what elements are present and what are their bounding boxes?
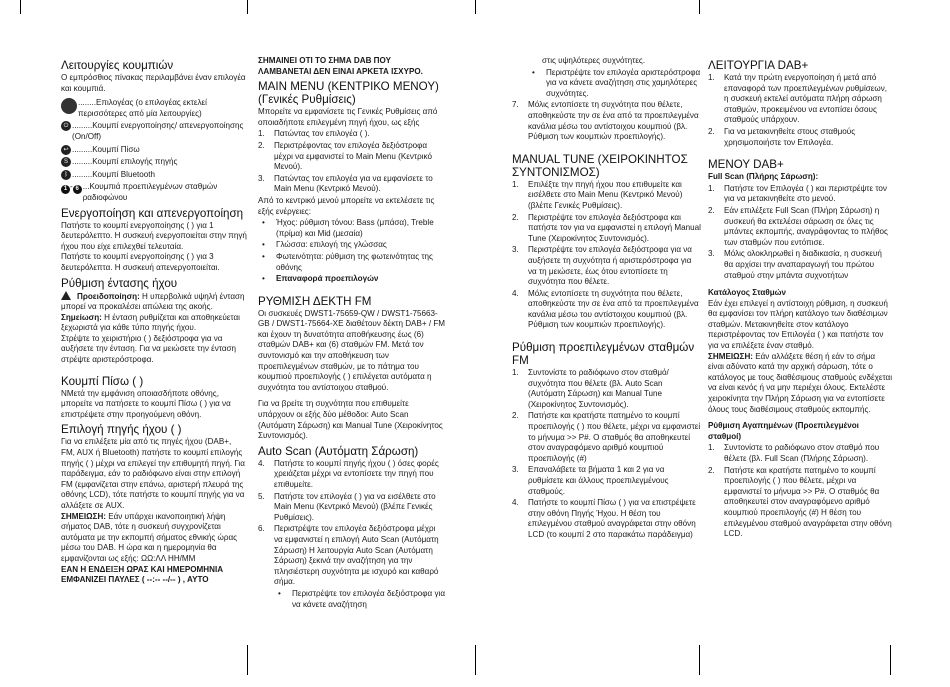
auto-sub-bullet-2: Περιστρέψτε τον επιλογέα αριστερόστροφα για να κάνετε αναζήτηση στις χαμηλότερες συχνότητες.	[546, 67, 701, 98]
column-1	[61, 56, 247, 586]
heading-back: Κουμπί Πίσω ( )	[61, 374, 144, 388]
caps-warning: ΕΑΝ Η ΕΝΔΕΙΞΗ ΩΡΑΣ ΚΑΙ ΗΜΕΡΟΜΗΝΙΑ ΕΜΦΑΝΙΖΕΙ ΠΑΥΛΕΣ ( --:-- --/-- ) , ΑΥΤΟ	[61, 564, 224, 585]
crop-mark	[699, 645, 700, 675]
heading-main-menu: MAIN MENU (ΚΕΝΤΡΙΚΟ ΜΕΝΟΥ) (Γενικές Ρυθμίσεις)	[258, 80, 439, 107]
note-label: Σημείωση:	[61, 312, 102, 322]
item-source: .........Κουμπί επιλογής πηγής	[72, 157, 178, 167]
crop-mark	[475, 0, 476, 14]
heading-manual-tune: MANUAL TUNE (ΧΕΙΡΟΚΙΝΗΤΟΣ ΣΥΝΤΟΝΙΣΜΟΣ)	[512, 152, 688, 179]
bluetooth-icon: ᛒ	[61, 170, 71, 180]
fm-text: Οι συσκευές DWST1-75659-QW / DWST1-75663-GB / DWST1-75664-XE διαθέτουν δέκτη DAB+ / FM και έχουν τη δυνατότητα αποθήκευσης έως (6) σταθμών DAB+ και (6) σταθμών FM. Μετά τον συντονισμό και την αποθήκευση των προεπιλεγμένων σταθμών, με το πάτημα του κουμπιού προεπιλογής ( ) επιλέγεται αυτόματα η συχνότητα του αντίστοιχου σταθμού.	[258, 308, 446, 392]
scan-step: Πατήστε τον Επιλογέα ( ) και περιστρέψτε τον για να μετακινηθείτε στο μενού.	[724, 183, 887, 204]
heading-favorites: Ρύθμιση Αγαπημένων (Προεπιλεγμένοι σταθμοί)	[708, 421, 859, 441]
power-icon: ⏻	[61, 121, 71, 131]
heading-dab-menu: ΜΕΝΟΥ DAB+	[708, 158, 784, 172]
column-3: στις υψηλότερες συχνότητες. • Περιστρέψτε τον επιλογέα αριστερόστροφα για να κάνετε αναζήτηση στις χαμηλότερες συχνότητες. 7. Μόλις εντοπίσετε τη συχνότητα που θέλετε, αποθηκεύστε την σε ένα από τα προεπιλεγμένα κανάλια μέσω του αντίστοιχου κουμπιού (βλ. Ρύθμιση των κουμπιών προεπιλογής). MANUAL TUNE (ΧΕΙΡΟΚΙΝΗΤΟΣ ΣΥΝΤΟΝΙΣΜΟΣ) 1. Επιλέξτε την πηγή ήχου που επιθυμείτε και εισέλθετε στο Main Menu (Κεντρικό Μενού) (βλέπε Γενικές Ρυθμίσεις). 2. Περιστρέψτε τον επιλογέα δεξιόστροφα και πατήστε τον για να εμφανιστεί η επιλογή Manual Tune (Χειροκίνητος Συντονισμός). 3. Περιστρέψτε τον επιλογέα δεξιόστροφα για να αυξήσετε τη συχνότητα ή αριστερόστροφα για να τη μειώσετε, έως ότου εντοπίσετε τη συχνότητα που θέλετε. 4. Μόλις εντοπίσετε τη συχνότητα που θέλετε, αποθηκεύστε την σε ένα από τα προεπιλεγμένα κανάλια μέσω του αντίστοιχου κουμπιού (βλ. Ρύθμιση των κουμπιών προεπιλογής). Ρύθμιση προεπιλεγμένων σταθμών FM 1. Συντονίστε το ραδιόφωνο στον σταθμό/ συχνότητα που θέλετε (βλ. Auto Scan (Αυτόματη Σάρωση) και Manual Tune (Χειροκίνητος Συντονισμός). 2. Πατήστε και κρατήστε πατημένο το κουμπί προεπιλογής ( ) που θέλετε, μέχρι να εμφανιστεί το μήνυμα >> P#. Ο σταθμός θα αποθηκευτεί στον αναγραφόμενο αριθμό κουμπιού προεπιλογής (#) 3. Επαναλάβετε τα βήματα 1 και 2 για να ρυθμίσετε και άλλους προεπιλεγμένους σταθμούς. 4. Πατήστε το κουμπί Πίσω ( ) για να επιστρέψετε στην οθόνη Πηγής Ήχου. Η θέση του επιλεγμένου σταθμού αναγράφεται στην οθόνη LCD (το κουμπί 2 στο παρακάτω παράδειγμα)	[512, 56, 701, 539]
power-on-text: Πατήστε το κουμπί ενεργοποίησης ( ) για 1 δευτερόλεπτο. Η συσκευή ενεργοποιείται στην πηγή ήχου που είχε επιλεχθεί τελευταία.	[61, 220, 247, 251]
dab-step: Για να μετακινηθείτε στους σταθμούς χρησιμοποιήστε τον Επιλογέα.	[724, 126, 856, 147]
auto-step: Πατήστε το κουμπί πηγής ήχου ( ) όσες φορές χρειάζεται μέχρι να εντοπίσετε την πηγή που επιθυμείτε.	[274, 458, 439, 489]
methods-text: Για να βρείτε τη συχνότητα που επιθυμείτε υπάρχουν οι εξής δύο μέθοδοι: Auto Scan (Αυτόματη Σάρωση) και Manual Tune (Χειροκίνητος Συντονισμός).	[258, 399, 443, 441]
dab-step: Κατά την πρώτη ενεργοποίηση ή μετά από επαναφορά των προεπιλεγμένων ρυθμίσεων, η συσκευή εκτελεί αυτόματα πλήρη σάρωση σταθμών, προκειμένου να εντοπίσει όσους σταθμούς υπάρχουν.	[724, 73, 887, 125]
catalog-text: Εάν έχει επιλεγεί η αντίστοιχη ρύθμιση, η συσκευή θα εμφανίσει τον πλήρη κατάλογο των διαθέσιμων σταθμών. Μετακινηθείτε στον κατάλογο περιστρέφοντας τον Επιλογέα ( ) και πατήστε τον για να επιλέξετε έναν σταθμό.	[708, 298, 888, 351]
auto-cont: στις υψηλότερες συχνότητες.	[542, 56, 646, 65]
fav-step: Συντονίστε το ραδιόφωνο στον σταθμό που θέλετε (βλ. Full Scan (Πλήρης Σάρωση).	[724, 443, 880, 463]
heading-preset-fm: Ρύθμιση προεπιλεγμένων σταθμών FM	[512, 341, 695, 368]
auto-sub-bullet: Περιστρέψτε τον επιλογέα δεξιόστροφα για να κάνετε αναζήτηση	[292, 588, 445, 609]
heading-dab: ΛΕΙΤΟΥΡΓΙΑ DAB+	[708, 59, 809, 72]
catalog-note-text: Εάν αλλάξετε θέση ή εάν το σήμα είναι αδύνατο κατά την αρχική σάρωση, τότε ο κατάλογος με τους διαθέσιμους σταθμούς ενδέχεται να είναι κενός ή να μην περιέχει όλους. Εκτελέστε χειροκίνητα την Πλήρη Σάρωση για να εντοπίσετε όλους τους διαθέσιμους σταθμούς εκπομπής.	[708, 351, 893, 414]
crop-mark	[247, 0, 248, 14]
menu-bullet: Φωτεινότητα: ρύθμιση της φωτεινότητας της οθόνης	[276, 251, 433, 272]
preset-1-6-icon: 1 - 6	[61, 182, 82, 194]
heading-catalog: Κατάλογος Σταθμών	[708, 288, 786, 298]
caps-warning-cont: ΣΗΜΑΙΝΕΙ ΟΤΙ ΤΟ ΣΗΜΑ DAB ΠΟΥ ΛΑΜΒΑΝΕΤΑΙ ΔΕΝ ΕΙΝΑΙ ΑΡΚΕΤΑ ΙΣΧΥΡΟ.	[258, 56, 423, 76]
manual-step: Περιστρέψτε τον επιλογέα δεξιόστροφα για να αυξήσετε τη συχνότητα ή αριστερόστροφα για να τη μειώσετε, έως ότου εντοπίσετε τη συχνότητα που θέλετε.	[528, 245, 692, 287]
heading-fm: ΡΥΘΜΙΣΗ ΔΕΚΤΗ FM	[258, 294, 372, 308]
menu-step: Περιστρέφοντας τον επιλογέα δεξιόστροφα μέχρι να εμφανιστεί το Main Menu (Κεντρικό Μενού).	[274, 140, 432, 172]
column-2: ΣΗΜΑΙΝΕΙ ΟΤΙ ΤΟ ΣΗΜΑ DAB ΠΟΥ ΛΑΜΒΑΝΕΤΑΙ ΔΕΝ ΕΙΝΑΙ ΑΡΚΕΤΑ ΙΣΧΥΡΟ. MAIN MENU (ΚΕΝΤΡΙΚΟ ΜΕΝΟΥ) (Γενικές Ρυθμίσεις) Μπορείτε να εμφανίσετε τις Γενικές Ρυθμίσεις από οποιαδήποτε επιλεγμένη πηγή ήχου, ως εξής 1. Πατώντας τον επιλογέα ( ). 2. Περιστρέφοντας τον επιλογέα δεξιόστροφα μέχρι να εμφανιστεί το Main Menu (Κεντρικό Μενού). 3. Πατώντας τον επιλογέα για να εμφανίσετε το Main Menu (Κεντρικό Μενού). Από το κεντρικό μενού μπορείτε να εκτελέσετε τις εξής ενέργειες: • Ήχος: ρύθμιση τόνου: Bass (μπάσα), Treble (πρίμα) και Mid (μεσαία) • Γλώσσα: επιλογή της γλώσσας • Φωτεινότητα: ρύθμιση της φωτεινότητας της οθόνης • Επαναφορά προεπιλογών ΡΥΘΜΙΣΗ ΔΕΚΤΗ FM Οι συσκευές DWST1-75659-QW / DWST1-75663-GB / DWST1-75664-XE διαθέτουν δέκτη DAB+ / FM και έχουν τη δυνατότητα αποθήκευσης έως (6) σταθμών DAB+ και (6) σταθμών FM. Μετά τον συντονισμό και την αποθήκευση των προεπιλεγμένων σταθμών, με το πάτημα του κουμπιού προεπιλογής ( ) επιλέγεται αυτόματα η συχνότητα του αντίστοιχου σταθμού. Για να βρείτε τη συχνότητα που επιθυμείτε υπάρχουν οι εξής δύο μέθοδοι: Auto Scan (Αυτόματη Σάρωση) και Manual Tune (Χειροκίνητος Συντονισμός). Auto Scan (Αυτόματη Σάρωση) 4. Πατήστε το κουμπί πηγής ήχου ( ) όσες φορές χρειάζεται μέχρι να εντοπίσετε την πηγή που επιθυμείτε. 5. Πατήστε τον επιλογέα ( ) για να εισέλθετε στο Main Menu (Κεντρικό Μενού) (βλέπε Γενικές Ρυθμίσεις). 6. Περιστρέψτε τον επιλογέα δεξιόστροφα μέχρι να εμφανιστεί η επιλογή Auto Scan (Αυτόματη Σάρωση) Η λειτουργία Auto Scan (Αυτόματη Σάρωση) ξεκινά την αναζήτηση για την πλησιέστερη συχνότητα με ισχυρό και καθαρό σήμα. • Περιστρέψτε τον επιλογέα δεξιόστροφα για να κάνετε αναζήτηση	[258, 56, 446, 609]
menu-bullet: Ήχος: ρύθμιση τόνου: Bass (μπάσα), Treble (πρίμα) και Mid (μεσαία)	[276, 218, 434, 238]
menu-step: Πατώντας τον επιλογέα για να εμφανίσετε το Main Menu (Κεντρικό Μενού).	[274, 173, 433, 194]
item-presets: ...Κουμπιά προεπιλεγμένων σταθμών ραδιοφώνου	[82, 182, 218, 202]
source-text: Για να επιλέξετε μία από τις πηγές ήχου (DAB+, FM, AUX ή Bluetooth) πατήστε το κουμπί επιλογής πηγής ( ) μέχρι να επιλεγεί την επιθυμητή πηγή. Για παράδειγμα, εάν το ραδιόφωνο είναι στην επιλογή FM (εμφανίζεται στην επάνω, αριστερή πλευρά της οθόνης LCD), τότε πατήστε το κουμπί πηγής για να αλλάξετε σε AUX.	[61, 437, 245, 510]
note-text: Η ένταση ρυθμίζεται και αποθηκεύεται ξεχωριστά για κάθε τύπο πηγής ήχου.	[61, 312, 240, 333]
column-4: ΛΕΙΤΟΥΡΓΙΑ DAB+ 1. Κατά την πρώτη ενεργοποίηση ή μετά από επαναφορά των προεπιλεγμένων ρυθμίσεων, η συσκευή εκτελεί αυτόματα πλήρη σάρωση σταθμών, προκειμένου να εντοπίσει όσους σταθμούς υπάρχουν. 2. Για να μετακινηθείτε στους σταθμούς χρησιμοποιήστε τον Επιλογέα. ΜΕΝΟΥ DAB+ Full Scan (Πλήρης Σάρωση): 1. Πατήστε τον Επιλογέα ( ) και περιστρέψτε τον για να μετακινηθείτε στο μενού. 2. Εάν επιλέξετε Full Scan (Πλήρη Σάρωση) η συσκευή θα εκτελέσει σάρωση σε όλες τις μπάντες εκπομπής, αναγράφοντας το πλήθος των σταθμών που εντόπισε. 3. Μόλις ολοκληρωθεί η διαδικασία, η συσκευή θα αρχίσει την αναπαραγωγή του πρώτου σταθμού στην μπάντα συχνοτήτων Κατάλογος Σταθμών Εάν έχει επιλεγεί η αντίστοιχη ρύθμιση, η συσκευή θα εμφανίσει τον πλήρη κατάλογο των διαθέσιμων σταθμών. Μετακινηθείτε στον κατάλογο περιστρέφοντας τον Επιλογέα ( ) και πατήστε τον για να επιλέξετε έναν σταθμό. ΣΗΜΕΙΩΣΗ: Εάν αλλάξετε θέση ή εάν το σήμα είναι αδύνατο κατά την αρχική σάρωση, τότε ο κατάλογος με τους διαθέσιμους σταθμούς ενδέχεται να είναι κενός ή να μην περιέχει όλους. Εκτελέστε χειροκίνητα την Πλήρη Σάρωση για να εντοπίσετε όλους τους διαθέσιμους σταθμούς εκπομπής. Ρύθμιση Αγαπημένων (Προεπιλεγμένοι σταθμοί) 1. Συντονίστε το ραδιόφωνο στον σταθμό που θέλετε (βλ. Full Scan (Πλήρης Σάρωση). 2. Πατήστε και κρατήστε πατημένο το κουμπί προεπιλογής ( ) που θέλετε, μέχρι να εμφανιστεί το μήνυμα >> P#. Ο σταθμός θα αποθηκευτεί στον αναγραφόμενο αριθμό κουμπιού προεπιλογής (#) Η θέση του επιλεγμένου σταθμού αναγράφεται στην οθόνη LCD.	[708, 59, 893, 539]
preset-step: Επαναλάβετε τα βήματα 1 και 2 για να ρυθμίσετε και άλλους προεπιλεγμένους σταθμούς.	[528, 465, 669, 496]
menu-from-text: Από το κεντρικό μενού μπορείτε να εκτελέσετε τις εξής ενέργειες:	[258, 195, 435, 216]
back-text: ΝΜετά την εμφάνιση οποιασδήποτε οθόνης, μπορείτε να πατήσετε το κουμπί Πίσω ( ) για να επιστρέψετε στην προηγούμενη οθόνη.	[61, 388, 231, 419]
heading-power: Ενεργοποίηση και απενεργοποίηση	[61, 206, 244, 220]
item-selector: ........Επιλογέας (ο επιλογέας εκτελεί περισσότερες από μία λειτουργίες)	[78, 98, 207, 118]
manual-step: Μόλις εντοπίσετε τη συχνότητα που θέλετε, αποθηκεύστε την σε ένα από τα προεπιλεγμένα κανάλια μέσω του αντίστοιχου κουμπιού (βλ. Ρύθμιση των κουμπιών προεπιλογής).	[528, 288, 699, 330]
warning-text: Η υπερβολικά υψηλή ένταση μπορεί να προκαλέσει απώλεια της ακοής.	[61, 291, 245, 312]
menu-step: Πατώντας τον επιλογέα ( ).	[274, 129, 370, 139]
crop-mark	[20, 0, 21, 14]
heading-volume: Ρύθμιση έντασης ήχου	[61, 276, 178, 290]
auto-step: Περιστρέψτε τον επιλογέα δεξιόστροφα μέχρι να εμφανιστεί η επιλογή Auto Scan (Αυτόματη Σάρωση) Η λειτουργία Auto Scan (Αυτόματη Σάρωση) ξεκινά την αναζήτηση για την πλησιέστερη συχνότητα με ισχυρό και καθαρό σήμα.	[274, 524, 439, 587]
catalog-note-label: ΣΗΜΕΙΩΣΗ:	[708, 351, 753, 361]
menu-bullet: Επαναφορά προεπιλογών	[276, 274, 379, 284]
crop-mark	[699, 0, 700, 14]
full-scan-label: Full Scan (Πλήρης Σάρωση):	[708, 172, 819, 182]
warning-icon	[61, 291, 71, 300]
item-back: .........Κουμπί Πίσω	[72, 144, 140, 154]
warning-label: Προειδοποίηση:	[77, 291, 140, 301]
auto-step-7: Μόλις εντοπίσετε τη συχνότητα που θέλετε, αποθηκεύστε την σε ένα από τα προεπιλεγμένα κανάλια μέσω του αντίστοιχου κουμπιού (βλ. Ρύθμιση των κουμπιών προεπιλογής).	[528, 100, 699, 142]
heading-button-functions: Λειτουργίες κουμπιών	[61, 59, 174, 72]
preset-step: Συντονίστε το ραδιόφωνο στον σταθμό/ συχνότητα που θέλετε (βλ. Auto Scan (Αυτόματη Σάρωση) και Manual Tune (Χειροκίνητος Συντονισμός).	[528, 368, 669, 409]
source-icon: S	[61, 157, 71, 167]
source-note-text: Εάν υπάρχει ικανοποιητική λήψη σήματος DAB, τότε η συσκευή συγχρονίζεται αυτόματα με την εκπομπή σήματος εθνικής ώρας μέσω του DAB. Η ώρα και η ημερομηνία θα εμφανίζονται ως εξής: ΩΩ:ΛΛ ΗΗ/ΜΜ	[61, 511, 238, 563]
preset-step: Πατήστε και κρατήστε πατημένο το κουμπί προεπιλογής ( ) που θέλετε, μέχρι να εμφανιστεί το μήνυμα >> P#. Ο σταθμός θα αποθηκευτεί στον αναγραφόμενο αριθμό κουμπιού προεπιλογής (#)	[528, 411, 701, 463]
back-icon: ↩	[61, 145, 71, 155]
volume-text: Στρέψτε το χειριστήριο ( ) δεξιόστροφα για να αυξήσετε την ένταση. Για να μειώσετε την ένταση στρέψτε αριστερόστροφα.	[61, 333, 237, 365]
fav-step: Πατήστε και κρατήστε πατημένο το κουμπί προεπιλογής ( ) που θέλετε, μέχρι να εμφανιστεί το μήνυμα >> P#. Ο σταθμός θα αποθηκευτεί στον αναγραφόμενο αριθμό κουμπιού προεπιλογής (#) Η θέση του επιλεγμένου σταθμού αναγράφεται στην οθόνη LCD.	[724, 465, 892, 539]
crop-mark	[247, 645, 248, 675]
manual-step: Περιστρέψτε τον επιλογέα δεξιόστροφα και πατήστε τον για να εμφανιστεί η επιλογή Manual Tune (Χειροκίνητος Συντονισμός).	[528, 212, 701, 243]
heading-auto-scan: Auto Scan (Αυτόματη Σάρωση)	[258, 444, 419, 458]
panel-text: Ο εμπρόσθιος πίνακας περιλαμβάνει έναν επιλογέα και κουμπιά.	[61, 73, 246, 93]
menu-intro: Μπορείτε να εμφανίσετε τις Γενικές Ρυθμίσεις από οποιαδήποτε επιλεγμένη πηγή ήχου, ως εξής	[258, 107, 438, 127]
scan-step: Εάν επιλέξετε Full Scan (Πλήρη Σάρωση) η συσκευή θα εκτελέσει σάρωση σε όλες τις μπάντες εκπομπής, αναγράφοντας το πλήθος των σταθμών που εντόπισε.	[724, 205, 888, 247]
crop-mark	[475, 645, 476, 675]
scan-step: Μόλις ολοκληρωθεί η διαδικασία, η συσκευή θα αρχίσει την αναπαραγωγή του πρώτου σταθμού στην μπάντα συχνοτήτων	[724, 249, 882, 280]
item-bluetooth: .........Κουμπί Bluetooth	[72, 169, 155, 179]
power-off-text: Πατήστε το κουμπί ενεργοποίησης ( ) για 3 δευτερόλεπτα. Η συσκευή απενεργοποιείται.	[61, 252, 220, 272]
source-note-label: ΣΗΜΕΙΩΣΗ:	[61, 511, 106, 521]
menu-bullet: Γλώσσα: επιλογή της γλώσσας	[276, 240, 387, 250]
manual-step: Επιλέξτε την πηγή ήχου που επιθυμείτε και εισέλθετε στο Main Menu (Κεντρικό Μενού) (βλέπε Γενικές Ρυθμίσεις).	[528, 179, 683, 210]
heading-source: Επιλογή πηγής ήχου ( )	[61, 423, 182, 437]
auto-step: Πατήστε τον επιλογέα ( ) για να εισέλθετε στο Main Menu (Κεντρικό Μενού) (βλέπε Γενικές Ρυθμίσεις).	[274, 491, 436, 522]
preset-step: Πατήστε το κουμπί Πίσω ( ) για να επιστρέψετε στην οθόνη Πηγής Ήχου. Η θέση του επιλεγμένου σταθμού αναγράφεται στην οθόνη LCD (το κουμπί 2 στο παρακάτω παράδειγμα)	[528, 498, 696, 539]
item-power: .........Κουμπί ενεργοποίησης/ απενεργοποίησης (On/Off)	[72, 121, 244, 141]
selector-knob-icon	[61, 98, 77, 114]
crop-mark	[890, 645, 891, 675]
